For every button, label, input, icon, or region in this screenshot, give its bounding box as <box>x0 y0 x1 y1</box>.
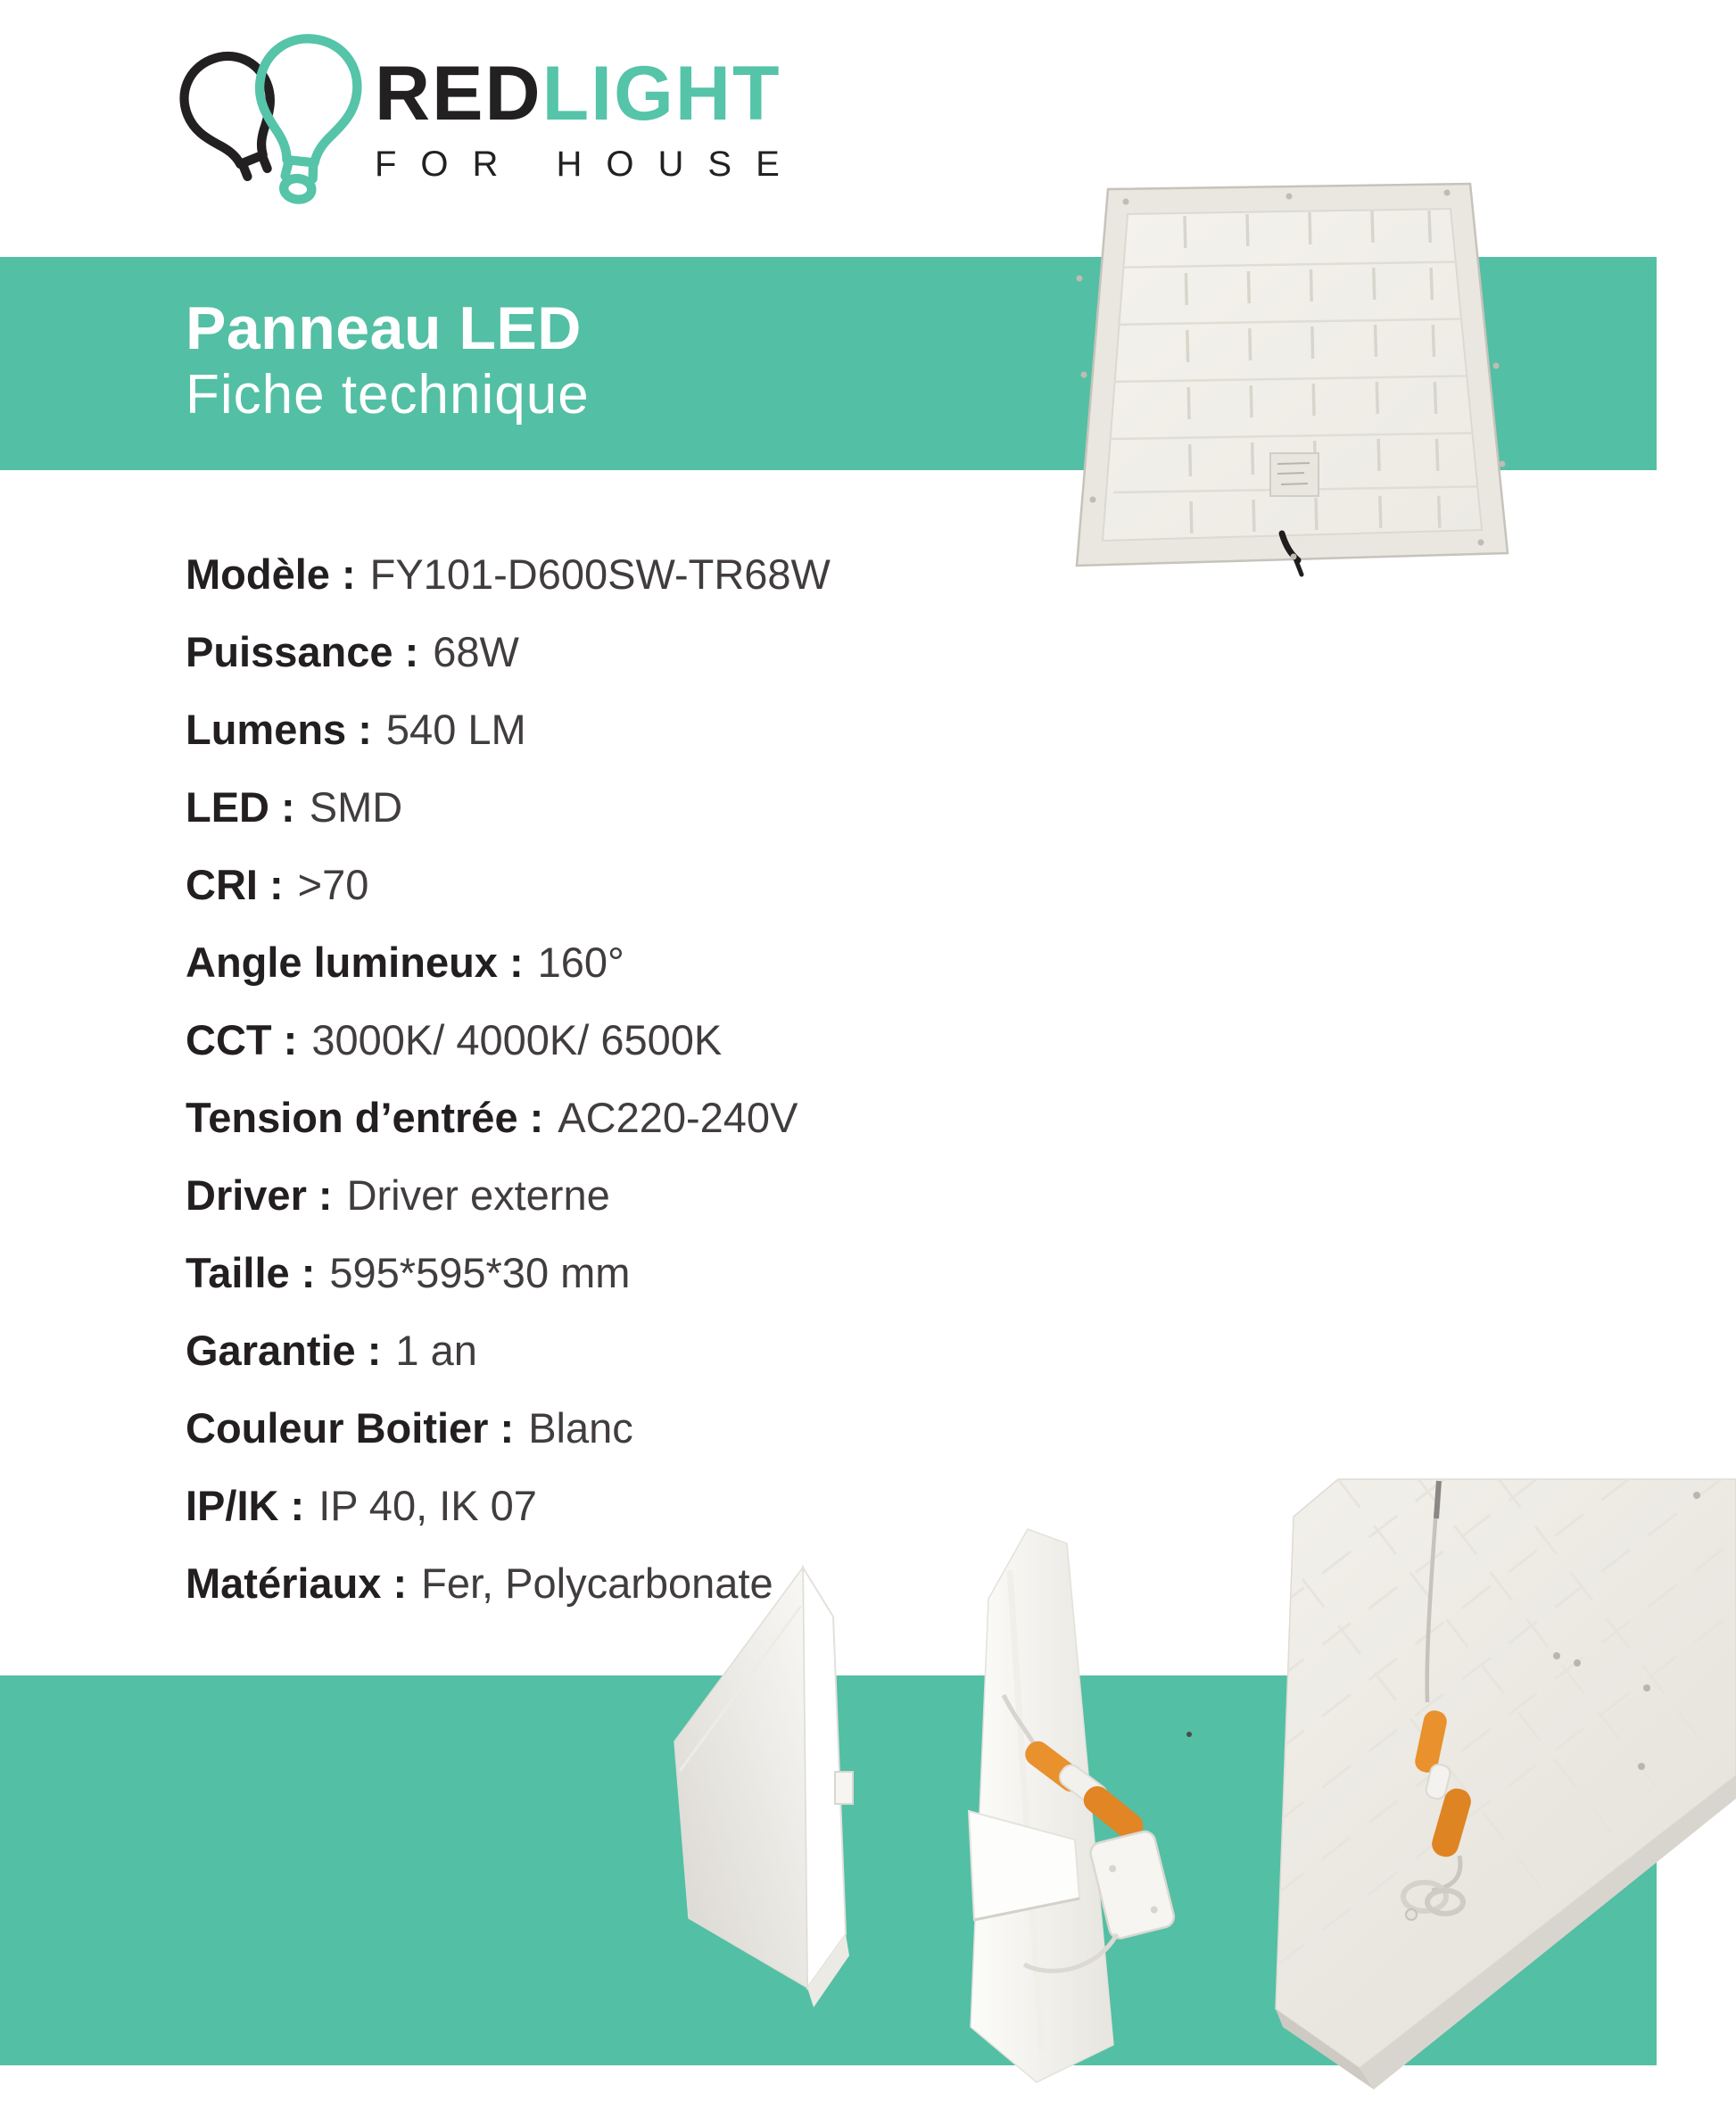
spec-list <box>186 535 831 1622</box>
spec-label: Driver : <box>186 1171 333 1219</box>
spec-value: AC220-240V <box>558 1094 798 1141</box>
spec-value: Driver externe <box>346 1171 610 1219</box>
spec-row-garantie <box>186 1311 831 1389</box>
spec-label: CRI : <box>186 861 284 908</box>
spec-value: Fer, Polycarbonate <box>421 1559 773 1607</box>
spec-label: Puissance : <box>186 628 419 675</box>
spec-label: IP/IK : <box>186 1482 305 1529</box>
led-panel-driver-photo <box>969 1529 1192 2082</box>
bottom-photos <box>535 1463 1736 2105</box>
spec-row-modele <box>186 535 831 613</box>
spec-value: 540 LM <box>385 706 526 753</box>
page-title: Panneau LED <box>186 294 582 362</box>
spec-row-angle <box>186 923 831 1001</box>
spec-row-tension <box>186 1079 831 1156</box>
spec-label: Tension d’entrée : <box>186 1094 544 1141</box>
spec-row-couleur <box>186 1389 831 1467</box>
spec-label: LED : <box>186 783 295 831</box>
logo-wordmark-red: RED <box>375 51 542 136</box>
led-panel-back-photo <box>1062 171 1522 583</box>
spec-row-puissance <box>186 613 831 691</box>
spec-value: FY101-D600SW-TR68W <box>369 550 831 598</box>
logo-wordmark-light: LIGHT <box>541 51 781 136</box>
spec-label: Couleur Boitier : <box>186 1404 515 1452</box>
logo-wordmark <box>375 51 874 136</box>
spec-label: Modèle : <box>186 550 356 598</box>
led-panel-corner-photo <box>1276 1463 1736 2089</box>
logo-tagline: FOR HOUSE <box>375 145 804 184</box>
spec-value: 3000K/ 4000K/ 6500K <box>311 1016 723 1063</box>
spec-label: Matériaux : <box>186 1559 408 1607</box>
spec-row-cct <box>186 1001 831 1079</box>
spec-row-driver <box>186 1156 831 1234</box>
spec-label: Taille : <box>186 1249 316 1296</box>
spec-label: Angle lumineux : <box>186 939 524 986</box>
led-panel-side-photo <box>674 1568 853 2007</box>
spec-label: Lumens : <box>186 706 372 753</box>
spec-row-led <box>186 768 831 846</box>
spec-value: 160° <box>537 939 624 986</box>
spec-row-taille <box>186 1234 831 1311</box>
spec-value: 68W <box>433 628 519 675</box>
spec-value: 595*595*30 mm <box>329 1249 631 1296</box>
spec-value: >70 <box>297 861 369 908</box>
spec-value: IP 40, IK 07 <box>318 1482 537 1529</box>
spec-label: Garantie : <box>186 1327 382 1374</box>
spec-value: Blanc <box>528 1404 633 1452</box>
logo-text-block <box>375 51 874 185</box>
panel-label-sticker <box>1270 453 1319 496</box>
spec-label: CCT : <box>186 1016 298 1063</box>
spec-value: 1 an <box>395 1327 477 1374</box>
spec-row-cri <box>186 846 831 923</box>
spec-value: SMD <box>309 783 403 831</box>
lightbulb-logo-icon <box>168 23 375 216</box>
spec-row-lumens <box>186 691 831 768</box>
page-subtitle: Fiche technique <box>186 364 590 426</box>
